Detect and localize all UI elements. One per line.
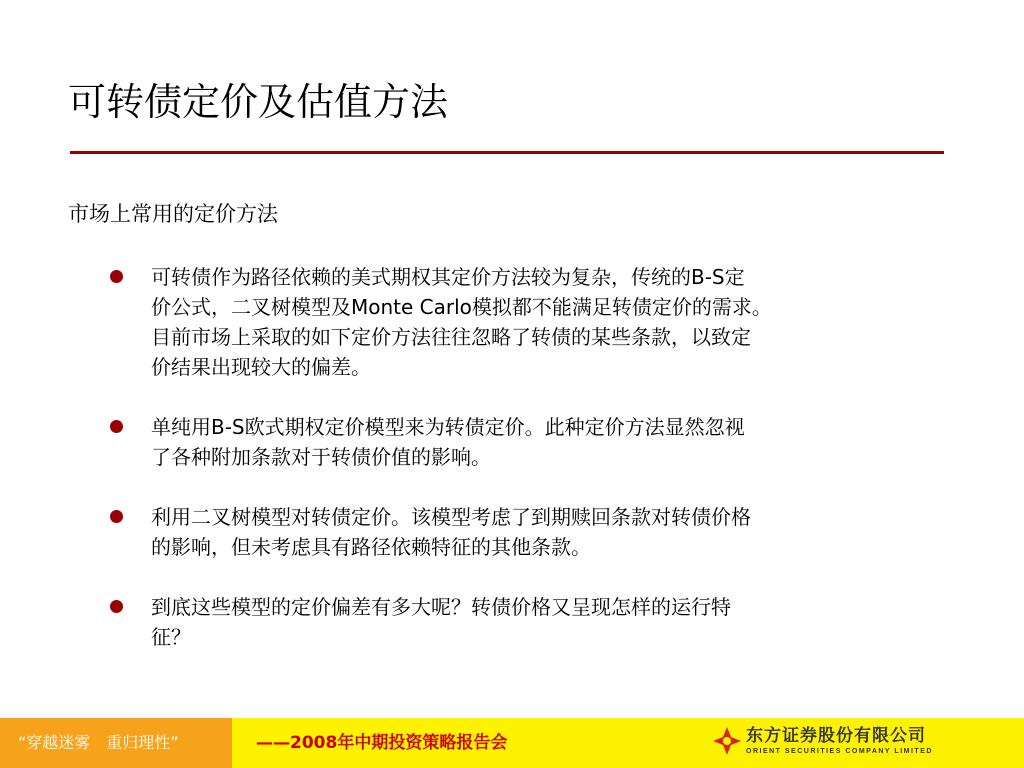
slide-title: 可转债定价及估值方法 (68, 80, 449, 124)
footer-bar (0, 718, 1024, 768)
footer-slogan: “穿越迷雾 重归理性” (18, 733, 179, 752)
bullet-line: 利用二叉树模型对转债定价。该模型考虑了到期赎回条款对转债价格 (151, 505, 751, 529)
title-divider (70, 151, 944, 154)
orient-securities-logo-icon (712, 726, 742, 756)
bullet-line: 了各种附加条款对于转债价值的影响。 (151, 445, 491, 469)
bullet-item (110, 502, 930, 562)
bullet-line: 到底这些模型的定价偏差有多大呢？转债价格又呈现怎样的运行特 (151, 595, 731, 619)
company-name-cn: 东方证券股份有限公司 (746, 726, 926, 746)
bullet-item (110, 262, 930, 382)
bullet-line: 目前市场上采取的如下定价方法往往忽略了转债的某些条款，以致定 (151, 325, 751, 349)
bullet-line: 的影响，但未考虑具有路径依赖特征的其他条款。 (151, 535, 591, 559)
bullet-dot-icon (110, 600, 123, 613)
bullet-line: 价公式，二叉树模型及Monte Carlo模拟都不能满足转债定价的需求。 (151, 295, 772, 319)
bullet-dot-icon (110, 510, 123, 523)
bullet-item (110, 592, 930, 652)
bullet-list (110, 262, 930, 652)
bullet-line: 单纯用B-S欧式期权定价模型来为转债定价。此种定价方法显然忽视 (151, 415, 745, 439)
bullet-dot-icon (110, 270, 123, 283)
bullet-dot-icon (110, 420, 123, 433)
company-name-en: ORIENT SECURITIES COMPANY LIMITED (746, 748, 933, 755)
bullet-item (110, 412, 930, 472)
bullet-line: 价结果出现较大的偏差。 (151, 355, 371, 379)
bullet-line: 可转债作为路径依赖的美式期权其定价方法较为复杂，传统的B-S定 (151, 265, 745, 289)
bullet-line: 征？ (151, 625, 191, 649)
section-heading: 市场上常用的定价方法 (68, 202, 278, 226)
company-logo (712, 725, 933, 761)
footer-event-title: ——2008年中期投资策略报告会 (256, 733, 508, 753)
footer-slogan-box (0, 718, 232, 768)
